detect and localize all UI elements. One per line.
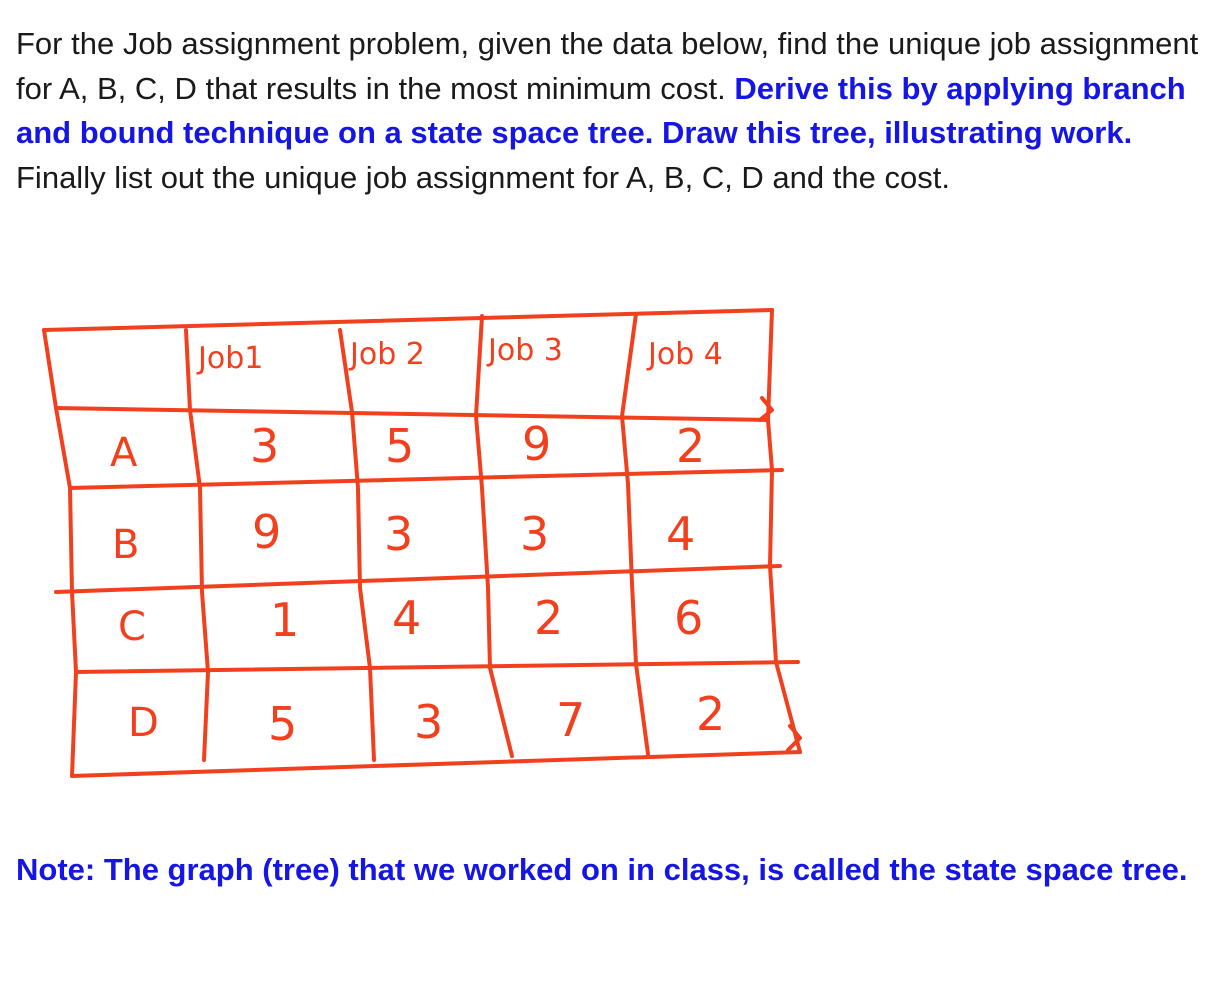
- grid-line-row-c-bottom: [76, 662, 798, 672]
- cell-c-job1: 1: [270, 593, 300, 647]
- note-text: Note: The graph (tree) that we worked on in class, is called the state space tree.: [16, 852, 1188, 887]
- problem-text-emphasis: Derive this by applying branch and bound technique on a state space tree. Draw this tree, illustrating work.: [16, 70, 1186, 150]
- header-job-3: Job 3: [488, 333, 563, 368]
- cell-c-job2: 4: [392, 591, 422, 645]
- table-top-border: [44, 310, 772, 330]
- grid-line-row-b-bottom: [56, 566, 780, 592]
- cell-c-job3: 2: [534, 591, 564, 645]
- row-label-a: A: [110, 430, 138, 476]
- cell-d-job2: 3: [414, 695, 444, 749]
- cell-a-job2: 5: [385, 419, 415, 473]
- cell-b-job2: 3: [384, 507, 414, 561]
- grid-line-col-3: [476, 316, 512, 756]
- cell-b-job4: 4: [666, 507, 696, 561]
- cell-d-job3: 7: [556, 693, 586, 747]
- ink-flourish-right-bottom: [788, 726, 800, 750]
- header-job-1: Job1: [198, 341, 264, 376]
- problem-statement: [16, 22, 1226, 200]
- header-job-2: Job 2: [350, 337, 425, 372]
- table-left-bottom-border: [44, 330, 800, 776]
- table-grid-lines: [44, 310, 800, 776]
- grid-line-col-4: [622, 314, 648, 754]
- cell-d-job1: 5: [268, 697, 298, 751]
- cell-c-job4: 6: [674, 591, 704, 645]
- problem-text-intro: For the Job assignment problem, given the data below, find the unique job assignment for A, B, C, D that results in the most minimum cost.: [16, 26, 1199, 106]
- grid-line-col-2: [340, 330, 374, 760]
- problem-text-final: Finally list out the unique job assignment for A, B, C, D and the cost.: [16, 159, 950, 195]
- ink-flourish-right-top: [760, 398, 772, 420]
- row-label-d: D: [128, 700, 159, 746]
- cell-a-job1: 3: [250, 419, 280, 473]
- grid-line-row-a-bottom: [70, 470, 782, 488]
- cell-a-job4: 2: [676, 419, 706, 473]
- cell-d-job4: 2: [696, 687, 726, 741]
- cell-b-job3: 3: [520, 507, 550, 561]
- table-right-border: [768, 310, 800, 752]
- cell-b-job1: 9: [252, 505, 282, 559]
- row-label-b: B: [112, 522, 140, 568]
- row-label-c: C: [118, 604, 146, 650]
- cell-a-job3: 9: [522, 417, 552, 471]
- header-job-4: Job 4: [648, 337, 723, 372]
- grid-line-header-bottom: [56, 408, 768, 420]
- grid-line-col-1: [186, 330, 208, 760]
